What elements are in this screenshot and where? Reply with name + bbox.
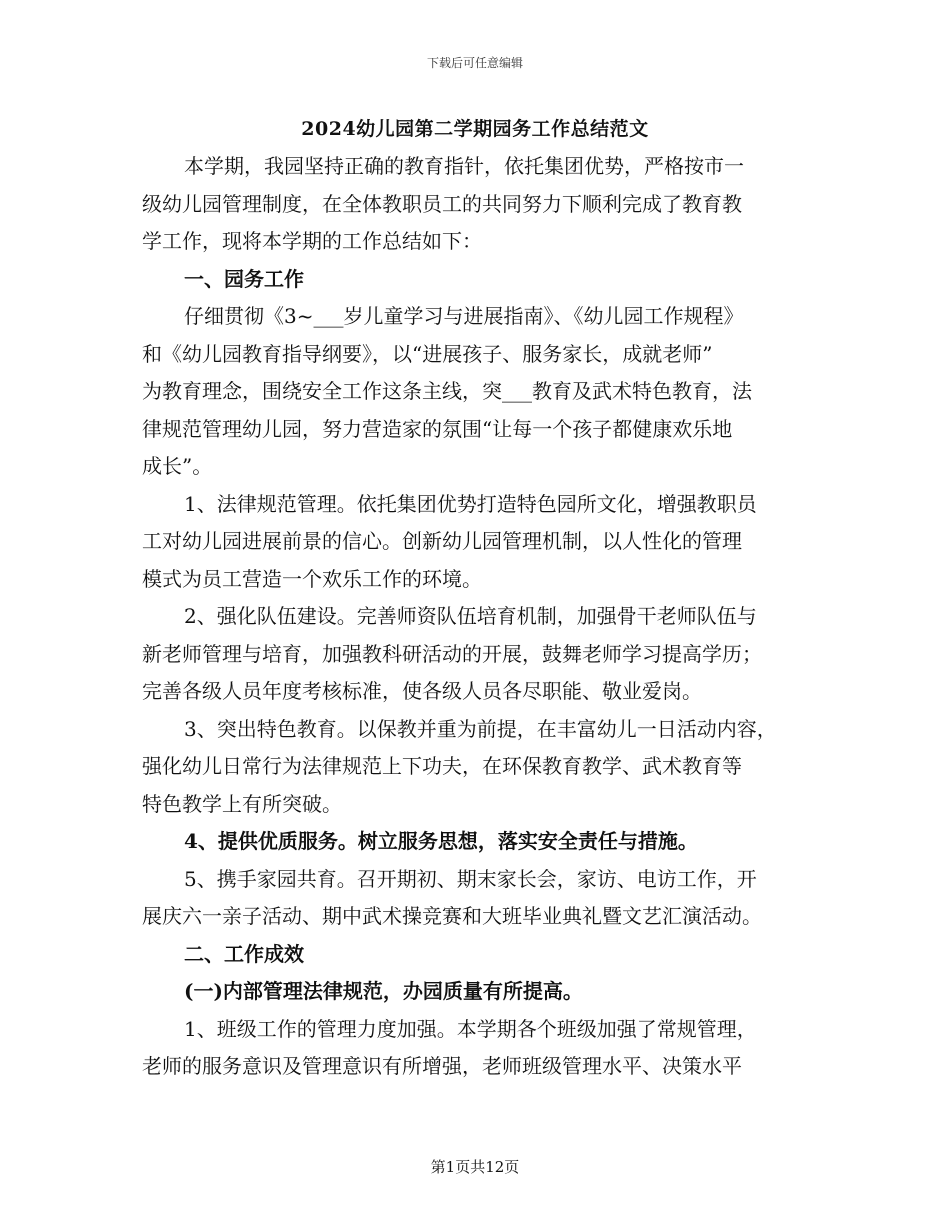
paragraph-line: 2、强化队伍建设。完善师资队伍培育机制，加强骨干老师队伍与 — [184, 604, 757, 628]
paragraph-line: 级幼儿园管理制度，在全体教职员工的共同努力下顺利完成了教育教 — [142, 191, 742, 216]
paragraph-line: 为教育理念，围绕安全工作这条主线，突___教育及武术特色教育，法 — [142, 379, 752, 403]
document-title: 2024幼儿园第二学期园务工作总结范文 — [301, 118, 649, 140]
section-heading-line: 一、园务工作 — [184, 266, 304, 291]
paragraph-line: 1、班级工作的管理力度加强。本学期各个班级加强了常规管理， — [184, 1016, 757, 1041]
paragraph-line: 仔细贯彻《3~___岁儿童学习与进展指南》、《幼儿园工作规程》 — [184, 304, 744, 328]
paragraph-line: 新老师管理与培育，加强教科研活动的开展，鼓舞老师学习提高学历； — [142, 641, 762, 666]
paragraph-line: 老师的服务意识及管理意识有所增强，老师班级管理水平、决策水平 — [142, 1054, 742, 1078]
paragraph-line: 特色教学上有所突破。 — [142, 791, 342, 816]
paragraph-line: 学工作，现将本学期的工作总结如下： — [142, 229, 482, 253]
paragraph-line: 强化幼儿日常行为法律规范上下功夫，在环保教育教学、武术教育等 — [142, 754, 742, 778]
page-header: 下载后可任意编辑 — [426, 56, 523, 70]
paragraph-line: 成长”。 — [142, 454, 213, 478]
paragraph-line: 和《幼儿园教育指导纲要》，以“进展孩子、服务家长，成就老师” — [142, 341, 713, 366]
paragraph-line: 展庆六一亲子活动、期中武术操竞赛和大班毕业典礼暨文艺汇演活动。 — [142, 904, 762, 928]
paragraph-line: 模式为员工营造一个欢乐工作的环境。 — [142, 566, 482, 591]
paragraph-line: 3、突出特色教育。以保教并重为前提，在丰富幼儿一日活动内容， — [184, 716, 777, 741]
document-body — [142, 148, 832, 1086]
section-heading-line: (一)内部管理法律规范，办园质量有所提高。 — [184, 979, 583, 1003]
paragraph-line: 工对幼儿园进展前景的信心。创新幼儿园管理机制，以人性化的管理 — [142, 529, 742, 553]
page-footer: 第1页共12页 — [430, 1158, 520, 1176]
paragraph-line: 本学期，我园坚持正确的教育指针，依托集团优势，严格按市一 — [184, 154, 744, 178]
section-heading-line: 4、提供优质服务。树立服务思想，落实安全责任与措施。 — [184, 829, 698, 853]
paragraph-line: 5、携手家园共育。召开期初、期末家长会，家访、电访工作，开 — [184, 866, 757, 891]
paragraph-line: 1、法律规范管理。依托集团优势打造特色园所文化，增强教职员 — [184, 491, 757, 516]
paragraph-line: 完善各级人员年度考核标准，使各级人员各尽职能、敬业爱岗。 — [142, 679, 702, 703]
section-heading-line: 二、工作成效 — [184, 941, 304, 966]
paragraph-line: 律规范管理幼儿园，努力营造家的氛围“让每一个孩子都健康欢乐地 — [142, 416, 733, 441]
